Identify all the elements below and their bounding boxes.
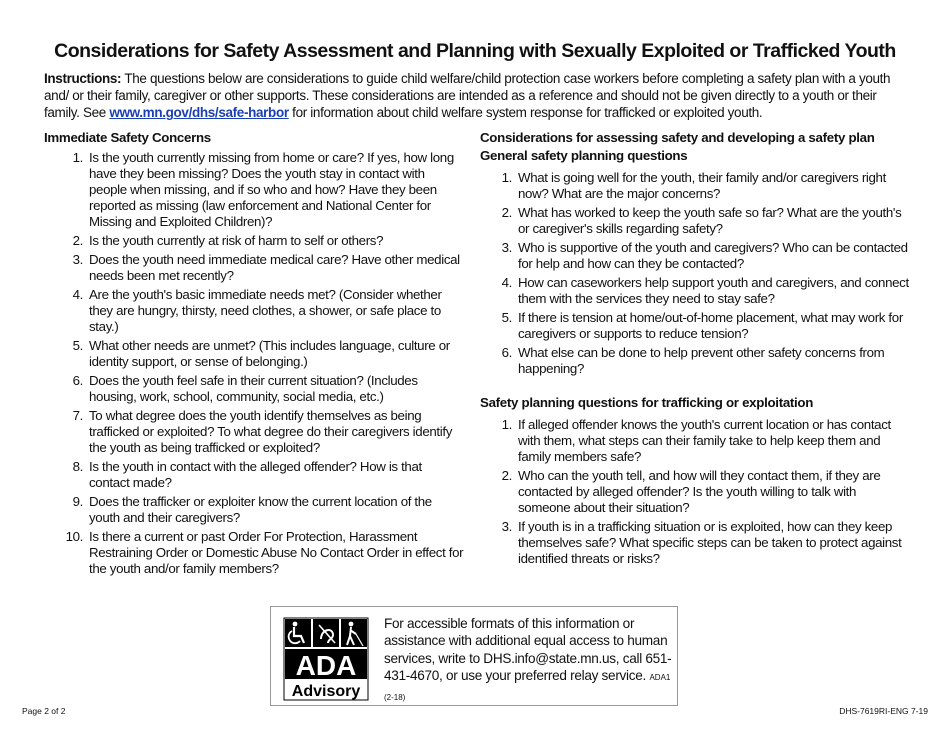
question-number: 1. (501, 170, 512, 185)
question-text: To what degree does the youth identify themselves as being trafficked or exploited? To what degree do their caregivers identify the youth as being trafficked or exploited? (89, 408, 453, 455)
question-item (44, 287, 464, 335)
immediate-safety-heading: Immediate Safety Concerns (44, 130, 211, 145)
question-text: What else can be done to help prevent other safety concerns from happening? (518, 345, 885, 376)
svg-text:Advisory: Advisory (291, 683, 361, 700)
question-item (44, 252, 464, 284)
question-text: If there is tension at home/out-of-home placement, what may work for caregivers or supports to reduce tension? (518, 310, 903, 341)
question-number: 10. (65, 529, 83, 544)
page-title: Considerations for Safety Assessment and Planning with Sexually Exploited or Trafficked Youth (54, 40, 896, 62)
trafficking-questions-list (480, 417, 910, 567)
ada-text-body: For accessible formats of this information or assistance with additional equal access to human services, write to DHS.info@state.mn.us, call 651-431-4670, or use your preferred relay service. (384, 616, 672, 684)
question-number: 3. (501, 240, 512, 255)
question-number: 7. (72, 408, 83, 423)
question-number: 6. (72, 373, 83, 388)
question-item (44, 408, 464, 456)
question-number: 9. (72, 494, 83, 509)
question-item (44, 338, 464, 370)
ada-advisory-logo (283, 617, 369, 701)
page-number: Page 2 of 2 (22, 706, 66, 716)
general-questions-heading: General safety planning questions (480, 148, 688, 163)
question-number: 3. (72, 252, 83, 267)
instructions-text-end: for information about child welfare system response for trafficked or exploited youth. (288, 105, 763, 121)
question-item (480, 519, 910, 567)
immediate-safety-section (44, 129, 464, 580)
question-text: Is the youth currently missing from home or care? If yes, how long have they been missing? Does the youth stay in contact with people when missing, and if so who and how? Have they been reported as missing (law enforcement and National Center for Missing and Exploited Children)? (89, 150, 454, 229)
question-item (480, 345, 910, 377)
question-text: What other needs are unmet? (This includes language, culture or identity support, or sense of belonging.) (89, 338, 450, 369)
question-text: How can caseworkers help support youth and caregivers, and connect them with the services they need to stay safe? (518, 275, 909, 306)
question-item (44, 233, 464, 249)
question-text: If youth is in a trafficking situation or is exploited, how can they keep themselves safe? What specific steps can be taken to protect against identified threats or risks? (518, 519, 902, 566)
question-item (480, 205, 910, 237)
question-number: 2. (501, 205, 512, 220)
question-item (480, 275, 910, 307)
question-item (44, 373, 464, 405)
instructions-label: Instructions: (44, 71, 122, 86)
question-text: Is the youth currently at risk of harm to self or others? (89, 233, 384, 248)
question-item (44, 150, 464, 230)
question-number: 2. (72, 233, 83, 248)
ada-advisory-box (270, 606, 678, 706)
question-item (44, 529, 464, 577)
instructions-paragraph (44, 70, 914, 122)
question-number: 6. (501, 345, 512, 360)
cane-icon (341, 619, 367, 647)
question-number: 5. (501, 310, 512, 325)
form-id: DHS-7619RI-ENG 7-19 (839, 706, 928, 716)
ada-advisory-text (384, 615, 674, 706)
question-text: Does the youth need immediate medical care? Have other medical needs been met recently? (89, 252, 460, 283)
question-text: Who can the youth tell, and how will they contact them, if they are contacted by alleged offender? Is the youth willing to talk with someone about their situation? (518, 468, 881, 515)
question-number: 2. (501, 468, 512, 483)
wheelchair-icon (285, 619, 311, 647)
question-number: 8. (72, 459, 83, 474)
question-number: 5. (72, 338, 83, 353)
question-text: Does the youth feel safe in their current situation? (Includes housing, work, school, community, social media, etc.) (89, 373, 418, 404)
safety-plan-section (480, 129, 910, 570)
question-text: Is the youth in contact with the alleged offender? How is that contact made? (89, 459, 422, 490)
question-text: What is going well for the youth, their family and/or caregivers right now? What are the major concerns? (518, 170, 886, 201)
question-text: Does the trafficker or exploiter know the current location of the youth and their caregivers? (89, 494, 432, 525)
safety-plan-heading: Considerations for assessing safety and developing a safety plan (480, 130, 875, 145)
question-text: Is there a current or past Order For Protection, Harassment Restraining Order or Domestic Abuse No Contact Order in effect for the youth and/or family members? (89, 529, 464, 576)
question-item (480, 310, 910, 342)
question-number: 4. (72, 287, 83, 302)
question-number: 1. (501, 417, 512, 432)
question-text: If alleged offender knows the youth's current location or has contact with them, what steps can their family take to help keep them and family members safe? (518, 417, 891, 464)
ada-form-code: ADA1 (2-18) (384, 673, 671, 702)
question-item (44, 459, 464, 491)
question-number: 4. (501, 275, 512, 290)
question-item (480, 468, 910, 516)
question-text: Who is supportive of the youth and caregivers? Who can be contacted for help and how can they be contacted? (518, 240, 908, 271)
question-text: What has worked to keep the youth safe so far? What are the youth's or caregiver's skills regarding safety? (518, 205, 902, 236)
trafficking-questions-heading: Safety planning questions for trafficking or exploitation (480, 395, 814, 410)
question-item (480, 170, 910, 202)
safe-harbor-link[interactable]: www.mn.gov/dhs/safe-harbor (109, 105, 289, 121)
immediate-safety-list (44, 150, 464, 577)
svg-text:ADA: ADA (295, 650, 357, 681)
question-item (480, 417, 910, 465)
general-questions-list (480, 170, 910, 377)
question-number: 1. (72, 150, 83, 165)
question-number: 3. (501, 519, 512, 534)
instructions-text: The questions below are considerations to guide child welfare/child protection case workers before completing a safety plan with a youth and/ or their family, caregiver or other supports. These considerations are intended as a reference and should not be given directly to a youth or their family. See (44, 71, 891, 121)
question-item (480, 240, 910, 272)
question-text: Are the youth's basic immediate needs met? (Consider whether they are hungry, thirsty, need clothes, a shower, or safe place to stay.) (89, 287, 442, 334)
hearing-icon (313, 619, 339, 647)
question-item (44, 494, 464, 526)
